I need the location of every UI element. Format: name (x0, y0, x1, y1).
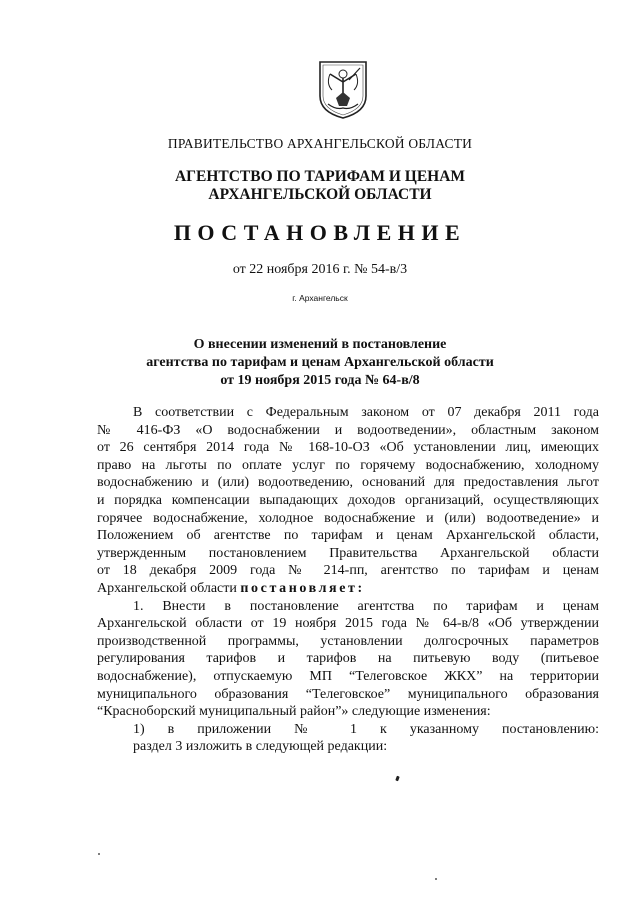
text-line: и порядка компенсации выпадающих доходов организаций, осуществляющих (97, 492, 599, 508)
agency-name-line2: АРХАНГЕЛЬСКОЙ ОБЛАСТИ (208, 186, 432, 203)
arkhangelsk-coat-of-arms-icon (316, 58, 370, 120)
text-line-last: раздел 3 изложить в следующей редакции: (133, 739, 388, 755)
decree-keyword: постановляет: (240, 580, 365, 596)
text-line: 1) в приложении № 1 к указанному постановлению: (133, 721, 599, 737)
agency-name-line1: АГЕНТСТВО ПО ТАРИФАМ И ЦЕНАМ (174, 168, 466, 185)
text-line-last: “Красноборский муниципальный район”» следующие изменения: (97, 704, 491, 720)
title-line3: от 19 ноября 2015 года № 64-в/8 (220, 373, 420, 388)
paragraph-item-1 (97, 598, 599, 721)
text-line: от 18 декабря 2009 года № 214-пп, агентство по тарифам и ценам (97, 563, 599, 579)
title-line1: О внесении изменений в постановление (193, 337, 447, 352)
paragraph-subitem-1 (97, 721, 599, 756)
document-body (97, 404, 599, 756)
text-line: от 26 сентября 2014 года № 168-10-ОЗ «Об установлении лиц, имеющих (97, 440, 599, 456)
document-type: ПОСТАНОВЛЕНИЕ (173, 220, 467, 245)
scan-speck (435, 878, 437, 880)
text-line-last (97, 580, 599, 598)
text-line: Архангельской области от 19 ноября 2015 года № 64-в/8 «Об утверждении (97, 616, 599, 632)
text-line: № 416-ФЗ «О водоснабжении и водоотведении», областным законом (97, 422, 599, 438)
text-line: производственной программы, установлении долгосрочных параметров (97, 633, 599, 649)
document-city: г. Архангельск (292, 293, 348, 303)
document-title (0, 336, 640, 390)
document-date-number: от 22 ноября 2016 г. № 54-в/3 (232, 262, 408, 277)
scan-speck (395, 776, 400, 782)
text-line: право на льготы по оплате услуг по горячему водоснабжению, холодному (97, 457, 599, 473)
text-line: утвержденным постановлением Правительства Архангельской области (97, 545, 599, 561)
text-line: водоснабжение), отпускаемую МП “Телеговское ЖКХ” на территории (97, 668, 599, 684)
text-line: Положением об агентстве по тарифам и ценам Архангельской области, (97, 528, 599, 544)
text-line: В соответствии с Федеральным законом от 07 декабря 2011 года (133, 405, 599, 420)
title-line2: агентства по тарифам и ценам Архангельской области (146, 355, 494, 370)
text-line: регулирования тарифов и тарифов на питьевую воду (питьевое (97, 651, 599, 667)
text-line: 1. Внести в постановление агентства по тарифам и ценам (133, 598, 599, 614)
paragraph-preamble (97, 404, 599, 598)
scan-speck (98, 853, 100, 855)
text-line: водоснабжению и (или) водоотведению, оснований для предоставления льгот (97, 475, 599, 491)
government-name: ПРАВИТЕЛЬСТВО АРХАНГЕЛЬСКОЙ ОБЛАСТИ (167, 136, 473, 151)
text-prefix: Архангельской области (97, 580, 241, 596)
text-line: муниципального образования “Телеговское” муниципального образования (97, 686, 599, 702)
agency-name (0, 168, 640, 204)
text-line: горячее водоснабжение, холодное водоснабжение и (или) водоотведение» и (97, 510, 599, 526)
